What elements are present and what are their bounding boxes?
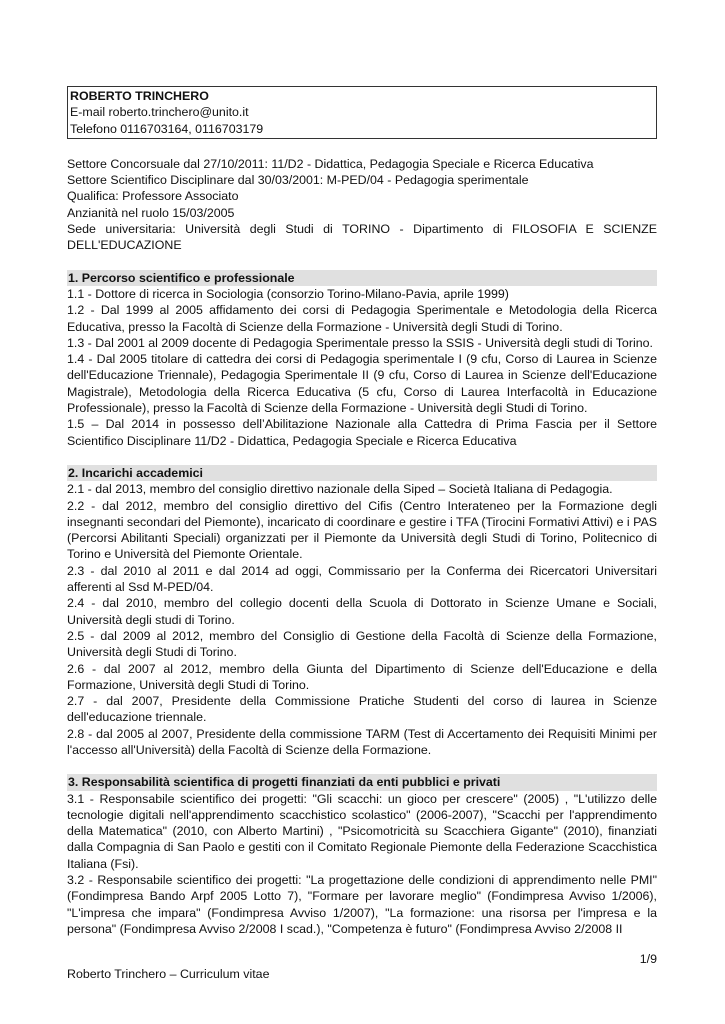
qualifica: Qualifica: Professore Associato <box>67 189 239 204</box>
list-item: 2.8 - dal 2005 al 2007, Presidente della commissione TARM (Test di Accertamento dei Requisiti Minimi per l'accesso all'Università) della Facoltà di Scienze della Formazione. <box>67 726 657 757</box>
footer-text: Roberto Trinchero – Curriculum vitae <box>67 967 270 981</box>
document-page <box>67 86 657 937</box>
section-incarichi <box>67 465 657 758</box>
section-progetti <box>67 774 657 937</box>
settore-concorsuale: Settore Concorsuale dal 27/10/2011: 11/D2 - Didattica, Pedagogia Speciale e Ricerca Educativa <box>67 156 594 171</box>
page-number: 1/9 <box>639 952 657 966</box>
author-phone: Telefono 0116703164, 0116703179 <box>70 121 264 136</box>
section-title: 3. Responsabilità scientifica di progetti finanziati da enti pubblici e privati <box>67 774 657 790</box>
anzianita: Anzianità nel ruolo 15/03/2005 <box>67 205 235 220</box>
position-info <box>67 156 657 254</box>
list-item: 2.5 - dal 2009 al 2012, membro del Consiglio di Gestione della Facoltà di Scienze della Formazione, Università degli Studi di Torino. <box>67 628 657 660</box>
list-item: 2.2 - dal 2012, membro del consiglio direttivo del Cifis (Centro Interateneo per la Formazione degli insegnanti secondari del Piemonte), incaricato di coordinare e gestire i TFA (Tirocini Formativi Attivi) e i PAS (Percorsi Abilitanti Speciali) organizzati per il Piemonte da Università degli Studi di Torino, Politecnico di Torino e Università del Piemonte Orientale. <box>67 498 657 562</box>
list-item: 1.5 – Dal 2014 in possesso dell’Abilitazione Nazionale alla Cattedra di Prima Fascia per il Settore Scientifico Disciplinare 11/D2 - Didattica, Pedagogia Speciale e Ricerca Educativa <box>67 417 657 448</box>
list-item: 2.4 - dal 2010, membro del collegio docenti della Scuola di Dottorato in Scienze Umane e Sociali, Università degli studi di Torino. <box>67 596 657 627</box>
list-item: 2.1 - dal 2013, membro del consiglio direttivo nazionale della Siped – Società Italiana di Pedagogia. <box>67 482 613 497</box>
list-item: 3.2 - Responsabile scientifico dei progetti: "La progettazione delle condizioni di apprendimento nelle PMI" (Fondimpresa Bando Arpf 2005 Lotto 7), "Formare per lavorare meglio" (Fondimpresa Avviso 1/2006), "L'impresa che impara" (Fondimpresa Avviso 1/2007), "La formazione: una risorsa per l'impresa e la persona" (Fondimpresa Avviso 2/2008 I scad.), "Competenza è futuro" (Fondimpresa Avviso 2/2008 II <box>67 873 657 936</box>
section-percorso <box>67 270 657 449</box>
section-title: 1. Percorso scientifico e professionale <box>67 270 657 286</box>
settore-scientifico: Settore Scientifico Disciplinare dal 30/03/2001: M-PED/04 - Pedagogia sperimentale <box>67 173 529 188</box>
contact-box <box>67 86 657 139</box>
author-email: E-mail roberto.trinchero@unito.it <box>70 105 249 120</box>
sede: Sede universitaria: Università degli Studi di TORINO - Dipartimento di FILOSOFIA E SCIENZE DELL'EDUCAZIONE <box>67 222 657 253</box>
section-title: 2. Incarichi accademici <box>67 465 657 481</box>
list-item: 1.2 - Dal 1999 al 2005 affidamento dei corsi di Pedagogia Sperimentale e Metodologia della Ricerca Educativa, presso la Facoltà di Scienze della Formazione - Università degli Studi di Torino. <box>67 303 657 334</box>
list-item: 2.7 - dal 2007, Presidente della Commissione Pratiche Studenti del corso di laurea in Scienze dell'educazione triennale. <box>67 694 657 725</box>
list-item: 2.3 - dal 2010 al 2011 e dal 2014 ad oggi, Commissario per la Conferma dei Ricercatori Universitari afferenti al Ssd M-PED/04. <box>67 563 657 595</box>
list-item: 1.1 - Dottore di ricerca in Sociologia (consorzio Torino-Milano-Pavia, aprile 1999) <box>67 286 509 301</box>
list-item: 3.1 - Responsabile scientifico dei progetti: "Gli scacchi: un gioco per crescere" (2005) , "L'utilizzo delle tecnologie digitali nell'apprendimento scacchistico scolastico" (2006-2007), "Scacchi per l'apprendimento della Matematica" (2010, con Alberto Martini) , "Psicomotricità su Scacchiera Gigante" (2010), finanziati dalla Compagnia di San Paolo e gestiti con il Comitato Regionale Piemonte della Federazione Scacchistica Italiana (Fsi). <box>67 791 657 871</box>
list-item: 2.6 - dal 2007 al 2012, membro della Giunta del Dipartimento di Scienze dell'Educazione e della Formazione, Università degli Studi di Torino. <box>67 661 657 692</box>
list-item: 1.4 - Dal 2005 titolare di cattedra dei corsi di Pedagogia sperimentale I (9 cfu, Corso di Laurea in Scienze dell'Educazione Triennale), Pedagogia Sperimentale II (9 cfu, Corso di Laurea in Scienze dell'Educazione Magistrale), Metodologia della Ricerca Educativa (5 cfu, Corso di Laurea Interfacoltà in Educazione Professionale), presso la Facoltà di Scienze della Formazione - Università degli Studi di Torino. <box>67 352 657 416</box>
author-name: ROBERTO TRINCHERO <box>70 89 209 103</box>
list-item: 1.3 - Dal 2001 al 2009 docente di Pedagogia Sperimentale presso la SSIS - Università degli studi di Torino. <box>67 335 653 350</box>
